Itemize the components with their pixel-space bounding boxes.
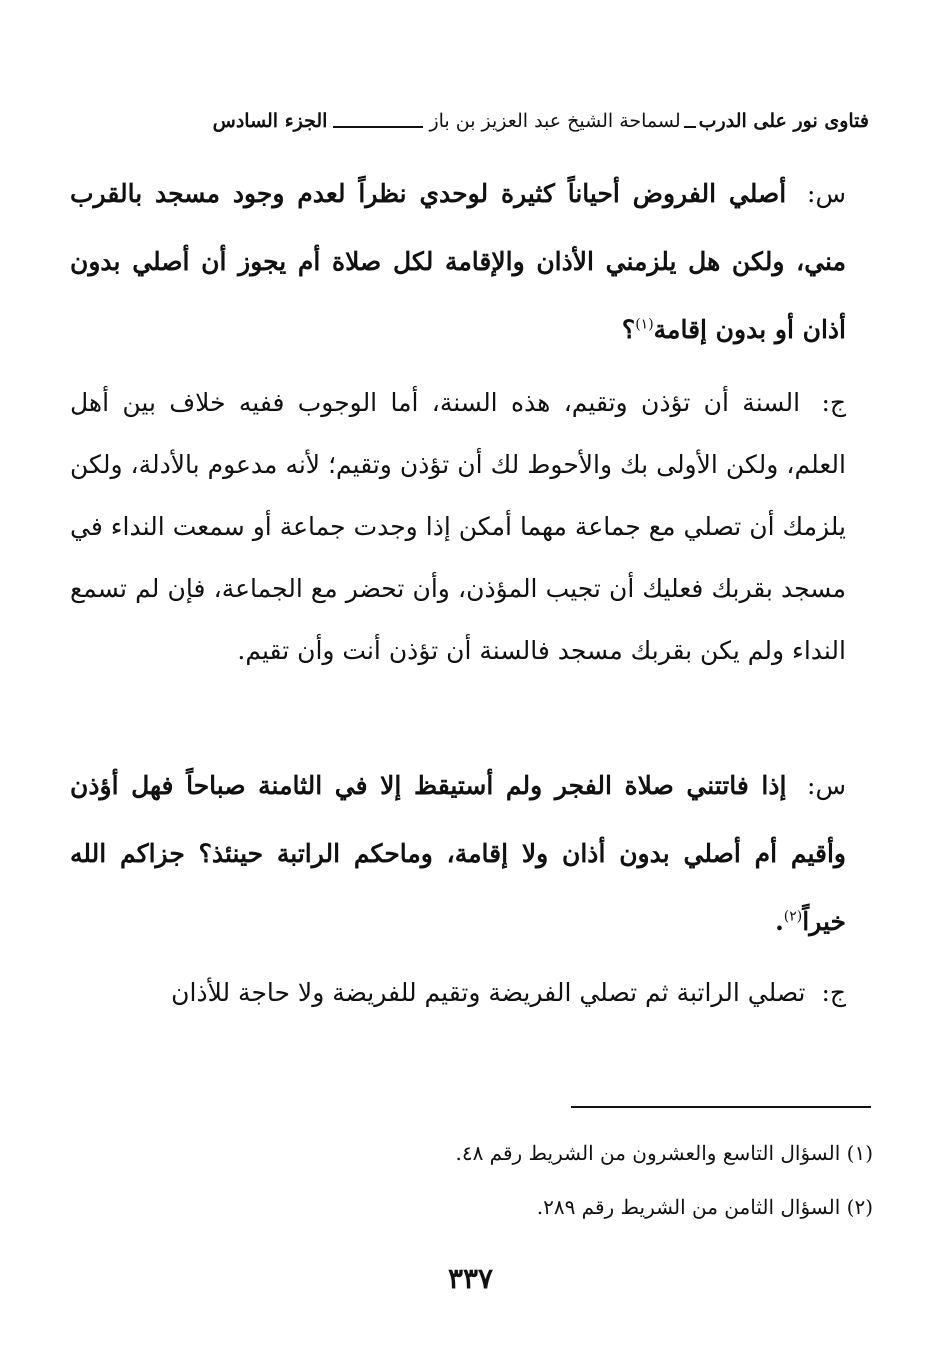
answer-text: تصلي الراتبة ثم تصلي الفريضة وتقيم للفريضة ولا حاجة للأذان [171,978,806,1007]
answer-2 [70,962,846,1024]
question-1 [70,160,846,364]
footnote-1: (١) السؤال التاسع والعشرون من الشريط رقم ٤٨. [455,1141,873,1165]
footnote-ref: (٢) [783,908,803,925]
answer-text: السنة أن تؤذن وتقيم، هذه السنة، أما الوجوب ففيه خلاف بين أهل العلم، ولكن الأولى بك والأحوط لك أن تؤذن وتقيم؛ لأنه مدعوم بالأدلة، ولكن يلزمك أن تصلي مع جماعة مهما أمكن إذا وجدت جماعة أو سمعت النداء في مسجد بقربك فعليك أن تجيب المؤذن، وأن تحضر مع الجماعة، فإن لم تسمع النداء ولم يكن بقربك مسجد فالسنة أن تؤذن أنت وأن تقيم. [70,388,846,665]
answer-marker: ج: [821,978,846,1007]
header-rule [333,126,423,128]
answer-marker: ج: [821,388,847,417]
question-2 [70,752,846,956]
footnote-2: (٢) السؤال الثامن من الشريط رقم ٢٨٩. [536,1195,873,1219]
question-text: إذا فاتتني صلاة الفجر ولم أستيقظ إلا في الثامنة صباحاً فهل أؤذن وأقيم أم أصلي بدون أذان ولا إقامة، وماحكم الراتبة حينئذ؟ جزاكم الله خيراً [70,771,846,936]
page-number: ٣٣٧ [447,1262,494,1295]
header-dash [684,126,696,128]
question-end-punct: ؟ [621,315,636,344]
volume-label: الجزء السادس [212,110,328,132]
answer-1 [70,372,846,682]
header-author: لسماحة الشيخ عبد العزيز بن باز [429,110,681,132]
footnote-separator [571,1106,871,1108]
question-marker: س: [807,179,846,208]
footnote-ref: (١) [635,316,654,333]
question-end-punct: . [775,907,784,936]
question-text: أصلي الفروض أحياناً كثيرة لوحدي نظراً لعدم وجود مسجد بالقرب مني، ولكن هل يلزمني الأذان والإقامة لكل صلاة أم يجوز أن أصلي بدون أذان أو بدون إقامة [70,179,846,344]
question-marker: س: [807,771,846,800]
running-header [98,104,869,138]
book-title: فتاوى نور على الدرب [698,110,869,132]
